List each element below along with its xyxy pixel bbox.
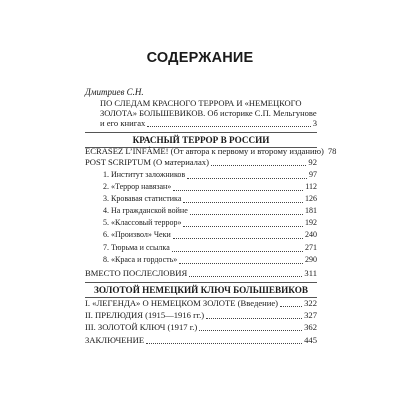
dot-leader: [179, 257, 303, 264]
toc-entry-title: 7. Тюрьма и ссылка: [103, 243, 170, 252]
toc-entry-intro: [100, 118, 317, 129]
toc-entry-title: ЗАКЛЮЧЕНИЕ: [85, 335, 145, 345]
intro-line: ЗОЛОТА» БОЛЬШЕВИКОВ. Об историке С.П. Мельгунове: [100, 108, 317, 118]
dot-leader: [183, 196, 303, 203]
toc-entry-page: 290: [305, 255, 317, 264]
toc-entry-title: и его книгах: [100, 118, 146, 128]
toc-entry-title: ECRASEZ L’INFÂME! (От автора к первому и второму изданию): [85, 146, 324, 156]
dot-leader: [183, 220, 303, 227]
section-title: КРАСНЫЙ ТЕРРОР В РОССИИ: [132, 135, 270, 145]
toc-entry-page: 362: [304, 322, 317, 332]
toc-entry-title: I. «ЛЕГЕНДА» О НЕМЕЦКОМ ЗОЛОТЕ (Введение): [85, 298, 279, 308]
dot-leader: [173, 184, 303, 191]
toc-entry-page: 192: [305, 218, 317, 227]
dot-leader: [206, 312, 302, 319]
toc-chapter: [103, 218, 317, 229]
toc-entry: [85, 322, 317, 333]
toc-entry: [85, 335, 317, 346]
toc-chapter: [103, 255, 317, 266]
toc-entry-page: 271: [305, 243, 317, 252]
toc-entry: [85, 157, 317, 168]
toc-entry-page: 322: [304, 298, 317, 308]
toc-chapter: [103, 194, 317, 205]
dot-leader: [189, 270, 302, 277]
dot-leader: [190, 208, 303, 215]
toc-entry-title: 6. «Произвол» Чеки: [103, 230, 171, 239]
toc-entry-page: 112: [305, 182, 317, 191]
toc-entry-page: 78: [327, 146, 337, 156]
toc-entry-title: ВМЕСТО ПОСЛЕСЛОВИЯ: [85, 268, 188, 278]
toc-entry-page: 327: [304, 310, 317, 320]
toc-entry-title: 2. «Террор навязан»: [103, 182, 172, 191]
toc-entry-title: III. ЗОЛОТОЙ КЛЮЧ (1917 г.): [85, 322, 198, 332]
toc-entry-page: 240: [305, 230, 317, 239]
toc-chapter: [103, 243, 317, 254]
divider: [85, 132, 317, 133]
toc-entry-page: 181: [305, 206, 317, 215]
divider: [85, 282, 317, 283]
toc-entry-page: 311: [304, 268, 317, 278]
page-title: СОДЕРЖАНИЕ: [146, 50, 254, 66]
toc-entry-page: 92: [308, 157, 317, 167]
toc-entry: [85, 268, 317, 279]
toc-entry-title: 5. «Классовый террор»: [103, 218, 182, 227]
toc-entry-title: POST SCRIPTUM (О материалах): [85, 157, 209, 167]
toc-entry-title: 3. Кровавая статистика: [103, 194, 182, 203]
section-title: ЗОЛОТОЙ НЕМЕЦКИЙ КЛЮЧ БОЛЬШЕВИКОВ: [94, 285, 308, 295]
toc-entry-page: 126: [305, 194, 317, 203]
intro-author: Дмитриев С.Н.: [85, 87, 144, 97]
dot-leader: [211, 159, 306, 166]
dot-leader: [173, 232, 303, 239]
toc-entry-title: 4. На гражданской войне: [103, 206, 188, 215]
toc-chapter: [103, 206, 317, 217]
dot-leader: [199, 324, 302, 331]
toc-entry: [85, 146, 337, 157]
dot-leader: [172, 245, 303, 252]
toc-chapter: [103, 170, 317, 181]
toc-entry-title: II. ПРЕЛЮДИЯ (1915—1916 гг.): [85, 310, 205, 320]
toc-entry: [85, 298, 317, 309]
dot-leader: [146, 337, 302, 344]
toc-entry-page: 445: [304, 335, 317, 345]
toc-entry-title: 8. «Краса и гордость»: [103, 255, 178, 264]
toc-entry-title: 1. Институт заложников: [103, 170, 186, 179]
dot-leader: [187, 172, 307, 179]
toc-entry: [85, 310, 317, 321]
toc-entry-page: 97: [309, 170, 317, 179]
toc-entry-page: 3: [312, 118, 317, 128]
intro-line: ПО СЛЕДАМ КРАСНОГО ТЕРРОРА И «НЕМЕЦКОГО: [100, 98, 302, 108]
dot-leader: [147, 120, 310, 127]
toc-chapter: [103, 230, 317, 241]
dot-leader: [280, 300, 302, 307]
toc-chapter: [103, 182, 317, 193]
